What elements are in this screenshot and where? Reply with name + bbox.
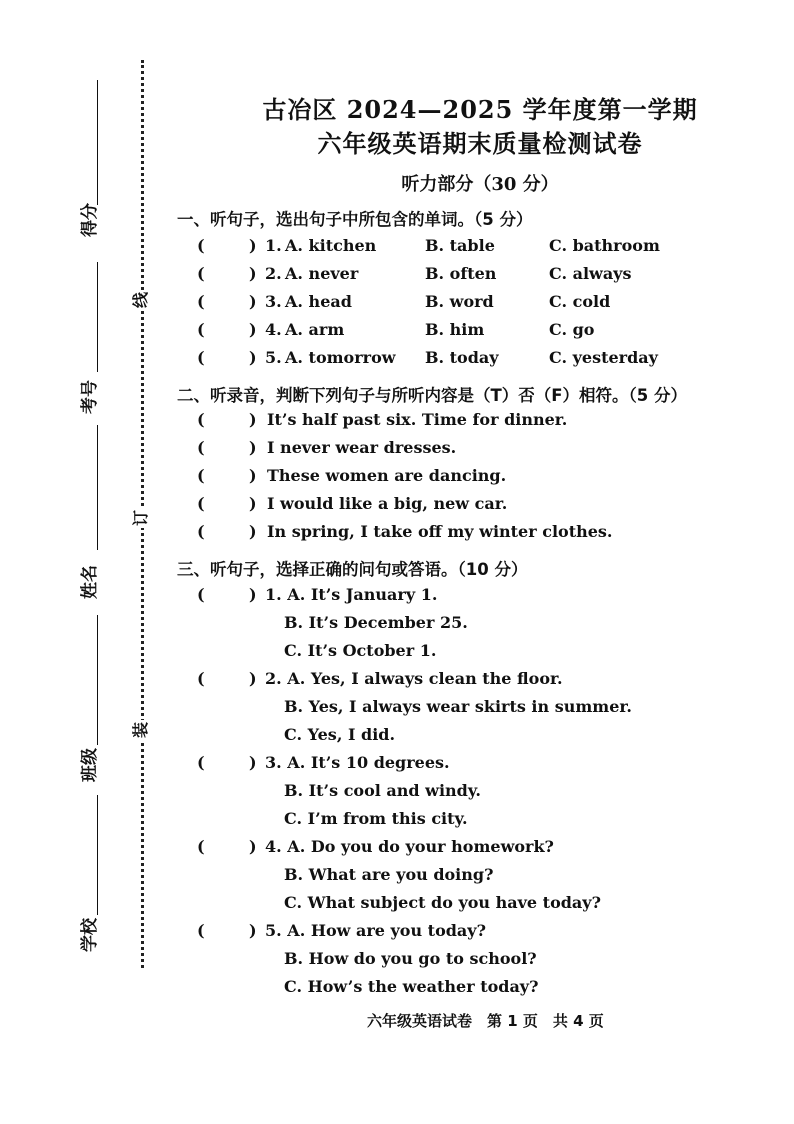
option-b: B. How do you go to school? bbox=[284, 949, 537, 968]
answer-paren-right: ) bbox=[249, 753, 257, 772]
option-b: B. him bbox=[425, 320, 485, 339]
bind-char-ding: 订 bbox=[129, 508, 153, 528]
class-line bbox=[97, 615, 98, 745]
page-footer: 六年级英语试卷 第 1 页 共 4 页 bbox=[367, 1012, 604, 1030]
option-a: 2. A. Yes, I always clean the floor. bbox=[265, 669, 563, 688]
option-a: 5. A. How are you today? bbox=[265, 921, 486, 940]
answer-paren-right: ) bbox=[249, 320, 257, 339]
answer-paren-right: ) bbox=[249, 236, 257, 255]
exam-no-line bbox=[97, 262, 98, 372]
school-label: 学校 bbox=[80, 918, 100, 952]
answer-paren-left: ( bbox=[197, 438, 205, 457]
answer-paren-left: ( bbox=[197, 348, 205, 367]
name-label: 姓名 bbox=[80, 565, 100, 599]
option-c: C. I’m from this city. bbox=[284, 809, 468, 828]
answer-paren-right: ) bbox=[249, 921, 257, 940]
answer-paren-left: ( bbox=[197, 264, 205, 283]
option-a: A. head bbox=[285, 292, 352, 311]
answer-paren-left: ( bbox=[197, 410, 205, 429]
answer-paren-right: ) bbox=[249, 494, 257, 513]
option-b: B. word bbox=[425, 292, 494, 311]
option-c: C. cold bbox=[549, 292, 611, 311]
option-a: A. never bbox=[285, 264, 359, 283]
option-b: B. It’s December 25. bbox=[284, 613, 468, 632]
answer-paren-right: ) bbox=[249, 410, 257, 429]
score-label: 得分 bbox=[80, 203, 100, 237]
answer-paren-right: ) bbox=[249, 292, 257, 311]
option-c: C. bathroom bbox=[549, 236, 660, 255]
option-b: B. today bbox=[425, 348, 499, 367]
answer-paren-left: ( bbox=[197, 292, 205, 311]
answer-paren-right: ) bbox=[249, 264, 257, 283]
school-line bbox=[97, 795, 98, 915]
answer-paren-right: ) bbox=[249, 522, 257, 541]
section3-heading: 三、听句子，选择正确的问句或答语。（10 分） bbox=[177, 560, 528, 579]
option-b: B. Yes, I always wear skirts in summer. bbox=[284, 697, 632, 716]
exam-title-line2: 六年级英语期末质量检测试卷 bbox=[317, 129, 643, 158]
answer-paren-left: ( bbox=[197, 522, 205, 541]
item-number: 4. bbox=[265, 320, 282, 339]
answer-paren-left: ( bbox=[197, 837, 205, 856]
option-c: C. go bbox=[549, 320, 595, 339]
answer-paren-left: ( bbox=[197, 466, 205, 485]
name-line bbox=[97, 425, 98, 550]
option-c: C. Yes, I did. bbox=[284, 725, 396, 744]
item-number: 3. bbox=[265, 292, 282, 311]
score-line bbox=[97, 80, 98, 205]
answer-paren-right: ) bbox=[249, 438, 257, 457]
option-a: A. tomorrow bbox=[285, 348, 396, 367]
answer-paren-left: ( bbox=[197, 921, 205, 940]
item-number: 1. bbox=[265, 236, 282, 255]
item-number: 2. bbox=[265, 264, 282, 283]
answer-paren-right: ) bbox=[249, 348, 257, 367]
statement-text: In spring, I take off my winter clothes. bbox=[267, 522, 613, 541]
answer-paren-left: ( bbox=[197, 320, 205, 339]
option-a: A. arm bbox=[285, 320, 345, 339]
answer-paren-left: ( bbox=[197, 494, 205, 513]
answer-paren-right: ) bbox=[249, 837, 257, 856]
option-c: C. always bbox=[549, 264, 632, 283]
bind-char-zhuang: 装 bbox=[129, 720, 153, 740]
option-c: C. It’s October 1. bbox=[284, 641, 437, 660]
answer-paren-right: ) bbox=[249, 585, 257, 604]
option-b: B. table bbox=[425, 236, 495, 255]
exam-no-label: 考号 bbox=[80, 380, 100, 414]
answer-paren-left: ( bbox=[197, 236, 205, 255]
answer-paren-left: ( bbox=[197, 585, 205, 604]
answer-paren-right: ) bbox=[249, 669, 257, 688]
class-label: 班级 bbox=[80, 748, 100, 782]
option-a: 1. A. It’s January 1. bbox=[265, 585, 438, 604]
option-b: B. often bbox=[425, 264, 497, 283]
answer-paren-right: ) bbox=[249, 466, 257, 485]
option-a: A. kitchen bbox=[285, 236, 377, 255]
option-b: B. What are you doing? bbox=[284, 865, 494, 884]
exam-title-line1: 古冶区 2024—2025 学年度第一学期 bbox=[262, 95, 698, 124]
bind-char-xian: 线 bbox=[129, 290, 153, 310]
answer-paren-left: ( bbox=[197, 669, 205, 688]
option-c: C. What subject do you have today? bbox=[284, 893, 601, 912]
section1-heading: 一、听句子，选出句子中所包含的单词。（5 分） bbox=[177, 210, 533, 229]
statement-text: It’s half past six. Time for dinner. bbox=[267, 410, 568, 429]
item-number: 5. bbox=[265, 348, 282, 367]
option-b: B. It’s cool and windy. bbox=[284, 781, 481, 800]
option-c: C. How’s the weather today? bbox=[284, 977, 539, 996]
section2-heading: 二、听录音，判断下列句子与所听内容是（T）否（F）相符。（5 分） bbox=[177, 386, 688, 405]
statement-text: These women are dancing. bbox=[267, 466, 507, 485]
option-c: C. yesterday bbox=[549, 348, 658, 367]
option-a: 4. A. Do you do your homework? bbox=[265, 837, 554, 856]
statement-text: I never wear dresses. bbox=[267, 438, 457, 457]
answer-paren-left: ( bbox=[197, 753, 205, 772]
listening-part-title: 听力部分（30 分） bbox=[401, 174, 559, 195]
option-a: 3. A. It’s 10 degrees. bbox=[265, 753, 450, 772]
statement-text: I would like a big, new car. bbox=[267, 494, 508, 513]
